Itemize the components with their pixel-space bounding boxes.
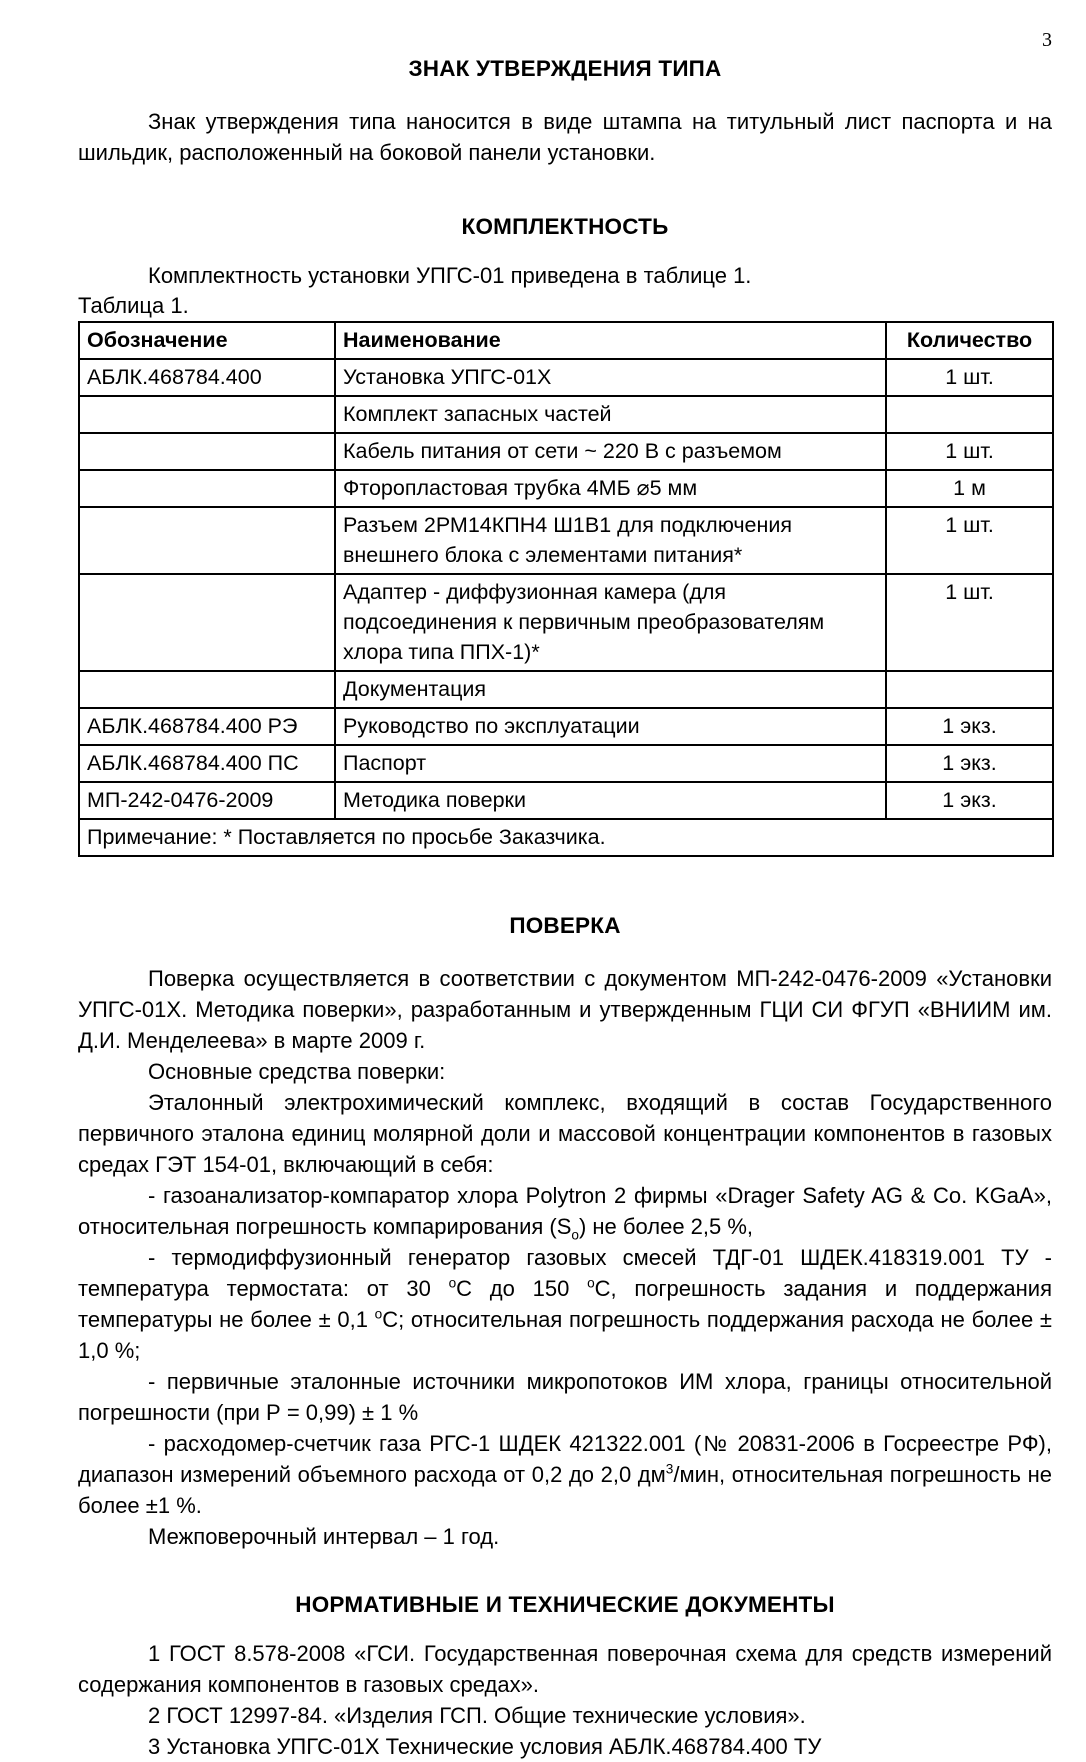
heading-mark-of-approval: ЗНАК УТВЕРЖДЕНИЯ ТИПА — [408, 56, 722, 81]
cell-name: Разъем 2РМ14КПН4 Ш1В1 для подключения внешнего блока с элементами питания* — [335, 507, 886, 574]
cell-designation: АБЛК.468784.400 ПС — [79, 745, 335, 782]
cell-designation: АБЛК.468784.400 РЭ — [79, 708, 335, 745]
paragraph-verification-means-intro: Основные средства поверки: — [148, 1059, 446, 1084]
cell-designation: АБЛК.468784.400 — [79, 359, 335, 396]
cell-quantity: 1 экз. — [886, 782, 1053, 819]
cell-quantity: 1 экз. — [886, 745, 1053, 782]
cell-designation — [79, 574, 335, 671]
cell-quantity — [886, 396, 1053, 433]
text-generator-part4: С; относительная погрешность поддержания расхода не более ± 1,0 %; — [78, 1307, 1052, 1363]
paragraph-micro-flow-sources: - первичные эталонные источники микропотоков ИМ хлора, границы относительной погрешности (при Р = 0,99) ± 1 % — [78, 1369, 1052, 1425]
cell-quantity: 1 м — [886, 470, 1053, 507]
completeness-table — [78, 321, 1054, 857]
table-header-designation: Обозначение — [79, 322, 335, 359]
paragraph-verification-document: Поверка осуществляется в соответствии с документом МП-242-0476-2009 «Установки УПГС-01Х. Методика поверки», разработанным и утвержденным ГЦИ СИ ФГУП «ВНИИМ им. Д.И. Менделеева» в марте 2009 г. — [78, 966, 1052, 1053]
table-caption: Таблица 1. — [78, 293, 189, 318]
cell-quantity: 1 экз. — [886, 708, 1053, 745]
degree-sign-icon: о — [448, 1275, 457, 1291]
cell-quantity: 1 шт. — [886, 507, 1053, 574]
cell-quantity: 1 шт. — [886, 574, 1053, 671]
text-generator-part2: С до 150 — [456, 1276, 588, 1301]
table-header-row — [79, 322, 1053, 359]
degree-sign-icon: о — [374, 1306, 383, 1322]
superscript-cubic: 3 — [665, 1461, 674, 1477]
text-generator-part1: - термодиффузионный генератор газовых смесей ТДГ-01 ШДЕК.418319.001 ТУ - температура термостата: от 30 — [78, 1245, 1052, 1301]
table-row — [79, 507, 1053, 574]
table-row — [79, 359, 1053, 396]
table-row — [79, 433, 1053, 470]
page-content — [78, 0, 1052, 1762]
table-row — [79, 708, 1053, 745]
table-row — [79, 396, 1053, 433]
table-header-name: Наименование — [335, 322, 886, 359]
table-row — [79, 470, 1053, 507]
cell-name: Документация — [335, 671, 886, 708]
degree-sign-icon: о — [587, 1275, 595, 1291]
cell-quantity: 1 шт. — [886, 359, 1053, 396]
page-number: 3 — [1042, 29, 1052, 51]
heading-normative-documents: НОРМАТИВНЫЕ И ТЕХНИЧЕСКИЕ ДОКУМЕНТЫ — [295, 1592, 835, 1617]
table-note-row — [79, 819, 1053, 856]
cell-name: Руководство по эксплуатации — [335, 708, 886, 745]
table-row — [79, 574, 1053, 671]
table-row — [79, 782, 1053, 819]
cell-name: Адаптер - диффузионная камера (для подсоединения к первичным преобразователям хлора типа ППХ-1)* — [335, 574, 886, 671]
text-flow-meter-part2: /мин, относительная погрешность не более ±1 %. — [78, 1462, 1052, 1518]
cell-designation — [79, 470, 335, 507]
paragraph-flow-meter — [78, 1428, 1052, 1521]
paragraph-mark-of-approval: Знак утверждения типа наносится в виде штампа на титульный лист паспорта и на шильдик, расположенный на боковой панели установки. — [78, 109, 1052, 165]
subscript-so: о — [571, 1227, 579, 1243]
normative-item-1: 1 ГОСТ 8.578-2008 «ГСИ. Государственная поверочная схема для средств измерений содержания компонентов в газовых средах». — [78, 1641, 1052, 1697]
text-gas-analyzer-part2: ) не более 2,5 %, — [578, 1214, 754, 1239]
cell-designation — [79, 433, 335, 470]
table-row — [79, 671, 1053, 708]
paragraph-verification-interval: Межповерочный интервал – 1 год. — [148, 1524, 500, 1549]
cell-name: Установка УПГС-01Х — [335, 359, 886, 396]
text-flow-meter-part1: - расходомер-счетчик газа РГС-1 ШДЕК 421322.001 (№ 20831-2006 в Госреестре РФ), диапазон измерений объемного расхода от 0,2 до 2,0 дм — [78, 1431, 1052, 1487]
cell-name: Методика поверки — [335, 782, 886, 819]
normative-item-3: 3 Установка УПГС-01Х Технические условия АБЛК.468784.400 ТУ — [148, 1734, 822, 1759]
cell-quantity: 1 шт. — [886, 433, 1053, 470]
cell-name: Фторопластовая трубка 4МБ ⌀5 мм — [335, 470, 886, 507]
cell-name: Паспорт — [335, 745, 886, 782]
cell-designation — [79, 671, 335, 708]
cell-name: Комплект запасных частей — [335, 396, 886, 433]
paragraph-thermodiffusion-generator — [78, 1242, 1052, 1366]
paragraph-completeness-intro: Комплектность установки УПГС-01 приведена в таблице 1. — [148, 263, 752, 288]
paragraph-gas-analyzer-comparator — [78, 1180, 1052, 1242]
cell-name: Кабель питания от сети ~ 220 В с разъемом — [335, 433, 886, 470]
cell-designation — [79, 507, 335, 574]
paragraph-reference-complex: Эталонный электрохимический комплекс, входящий в состав Государственного первичного эталона единиц молярной доли и массовой концентрации компонентов в газовых средах ГЭТ 154-01, включающий в себя: — [78, 1090, 1052, 1177]
cell-designation: МП-242-0476-2009 — [79, 782, 335, 819]
text-generator-part3: С, погрешность задания и поддержания температуры не более ± 0,1 — [78, 1276, 1052, 1332]
normative-item-2: 2 ГОСТ 12997-84. «Изделия ГСП. Общие технические условия». — [148, 1703, 806, 1728]
table-note: Примечание: * Поставляется по просьбе Заказчика. — [79, 819, 1053, 856]
heading-verification: ПОВЕРКА — [509, 913, 621, 938]
table-row — [79, 745, 1053, 782]
text-gas-analyzer-part1: - газоанализатор-компаратор хлора Polytron 2 фирмы «Drager Safety AG & Co. KGaA», относительная погрешность компарирования (S — [78, 1183, 1052, 1239]
heading-completeness: КОМПЛЕКТНОСТЬ — [461, 214, 669, 239]
cell-quantity — [886, 671, 1053, 708]
cell-designation — [79, 396, 335, 433]
table-header-quantity: Количество — [886, 322, 1053, 359]
